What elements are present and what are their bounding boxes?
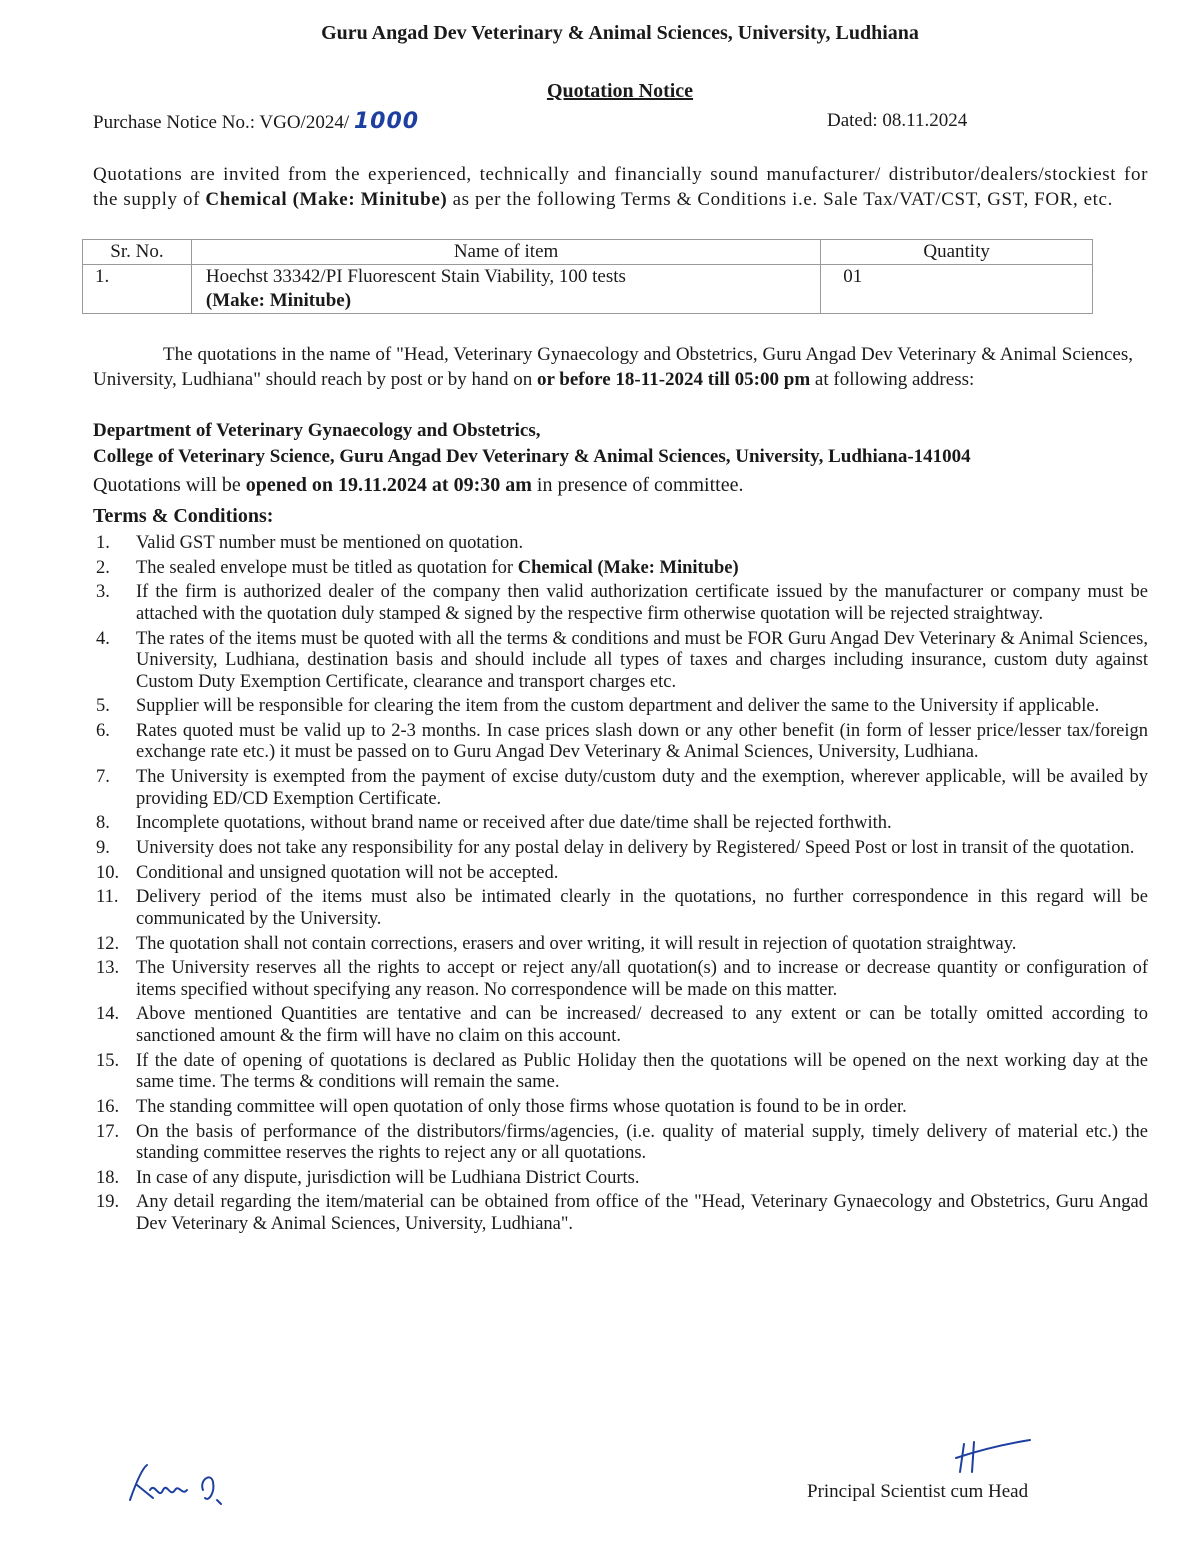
- items-table: [82, 239, 1093, 314]
- list-item: 10. Conditional and unsigned quotation will not be accepted.: [96, 862, 559, 883]
- table-header-row: [83, 240, 1093, 265]
- list-item: 2. The sealed envelope must be titled as quotation for Chemical (Make: Minitube): [96, 557, 739, 578]
- list-item: 4. The rates of the items must be quoted with all the terms & conditions and must be FOR Guru Angad Dev Veterinary & Animal Sciences, University, Ludhiana, destination basis and should include all types of taxes and charges including insurance, custom duty against Custom Duty Exemption Certificate, clearance and transport charges etc.: [96, 628, 1148, 692]
- row-quantity: 01: [821, 265, 1093, 314]
- list-item: 15. If the date of opening of quotations is declared as Public Holiday then the quotations will be opened on the next working day at the same time. The terms & conditions will remain the same.: [96, 1050, 1148, 1093]
- university-title: Guru Angad Dev Veterinary & Animal Sciences, University, Ludhiana: [321, 22, 919, 44]
- submission-deadline: or before 18-11-2024 till 05:00 pm: [536, 369, 811, 390]
- list-item: 1. Valid GST number must be mentioned on quotation.: [96, 533, 524, 553]
- list-item: 19. Any detail regarding the item/material can be obtained from office of the "Head, Veterinary Gynaecology and Obstetrics, Guru Angad Dev Veterinary & Animal Sciences, University, Ludhiana".: [96, 1192, 1148, 1234]
- list-item: 13. The University reserves all the rights to accept or reject any/all quotation(s) and to increase or decrease quantity or configuration of items specified without specifying any reason. No correspondence will be made on this matter.: [96, 958, 1148, 1000]
- notice-number-label: Purchase Notice No.: VGO/2024/: [93, 112, 354, 133]
- list-item: 12. The quotation shall not contain corrections, erasers and over writing, it will result in rejection of quotation straightway.: [96, 933, 1017, 954]
- list-item: 17. On the basis of performance of the distributors/firms/agencies, (i.e. quality of material supply, timely delivery of material etc.) the standing committee reserves the rights to reject any or all quotations.: [96, 1121, 1148, 1163]
- list-item: 6. Rates quoted must be valid up to 2-3 months. In case prices slash down or any other benefit (in form of lesser price/lesser tax/foreign exchange rate etc.) it must be passed on to Guru Angad Dev Veterinary & Animal Sciences, University, Ludhiana.: [96, 720, 1148, 763]
- notice-number-handwritten: 1000: [353, 109, 420, 134]
- terms-list: [96, 533, 1148, 1239]
- intro-item-name: Chemical (Make: Minitube): [205, 189, 448, 210]
- list-item: 3. If the firm is authorized dealer of the company then valid authorization certificate issued by the manufacturer or company must be attached with the quotation duly stamped & signed by the respective firm otherwise quotation will be rejected straightway.: [96, 582, 1148, 624]
- row-item-make: (Make: Minitube): [205, 290, 352, 311]
- list-item: 5. Supplier will be responsible for clearing the item from the custom department and deliver the same to the University if applicable.: [96, 696, 1100, 717]
- list-item: 16. The standing committee will open quotation of only those firms whose quotation is found to be in order.: [96, 1096, 907, 1117]
- notice-heading: Quotation Notice: [546, 80, 694, 102]
- notice-date: Dated: 08.11.2024: [827, 110, 968, 131]
- terms-heading: Terms & Conditions:: [93, 505, 274, 527]
- table-row: [83, 265, 1093, 314]
- row-sr-no: 1.: [83, 265, 192, 314]
- handwritten-signature-right: [950, 1432, 1040, 1477]
- list-item: 8. Incomplete quotations, without brand name or received after due date/time shall be rejected forthwith.: [96, 813, 892, 834]
- list-item: 18. In case of any dispute, jurisdiction will be Ludhiana District Courts.: [96, 1167, 640, 1188]
- header-sr-no: Sr. No.: [83, 240, 192, 265]
- list-item: 9. University does not take any responsibility for any postal delay in delivery by Registered/ Speed Post or lost in transit of the quotation.: [96, 838, 1135, 858]
- purchase-notice-number: [93, 109, 419, 134]
- list-item: 14. Above mentioned Quantities are tentative and can be increased/ decreased to any extent or can be totally omitted according to sanctioned amount & the firm will have no claim on this account.: [96, 1004, 1148, 1046]
- list-item: 11. Delivery period of the items must also be intimated clearly in the quotations, no further correspondence in this regard will be communicated by the University.: [96, 887, 1148, 929]
- opening-line: Quotations will be opened on 19.11.2024 at 09:30 am in presence of committee.: [93, 474, 744, 496]
- row-item-name: Hoechst 33342/PI Fluorescent Stain Viability, 100 tests (Make: Minitube): [191, 265, 820, 314]
- address-line-2: College of Veterinary Science, Guru Angad Dev Veterinary & Animal Sciences, University, Ludhiana-141004: [93, 446, 971, 467]
- handwritten-signature-left: [125, 1460, 245, 1510]
- submission-paragraph: The quotations in the name of "Head, Veterinary Gynaecology and Obstetrics, Guru Angad Dev Veterinary & Animal Sciences, University, Ludhiana" should reach by post or by hand on or before 18-11-2024 till 05:00 pm at following address:: [93, 344, 1133, 390]
- opening-date: opened on 19.11.2024 at 09:30 am: [245, 474, 532, 496]
- list-item: 7. The University is exempted from the payment of excise duty/custom duty and the exemption, wherever applicable, will be availed by providing ED/CD Exemption Certificate.: [96, 767, 1148, 809]
- header-quantity: Quantity: [821, 240, 1093, 265]
- intro-paragraph: Quotations are invited from the experienced, technically and financially sound manufacturer/ distributor/dealers/stockiest for the supply of Chemical (Make: Minitube) as per the following Terms & Conditions i.e. Sale Tax/VAT/CST, GST, FOR, etc.: [93, 164, 1148, 210]
- address-line-1: Department of Veterinary Gynaecology and Obstetrics,: [93, 420, 541, 441]
- signatory-title: Principal Scientist cum Head: [807, 1481, 1029, 1502]
- header-item-name: Name of item: [191, 240, 820, 265]
